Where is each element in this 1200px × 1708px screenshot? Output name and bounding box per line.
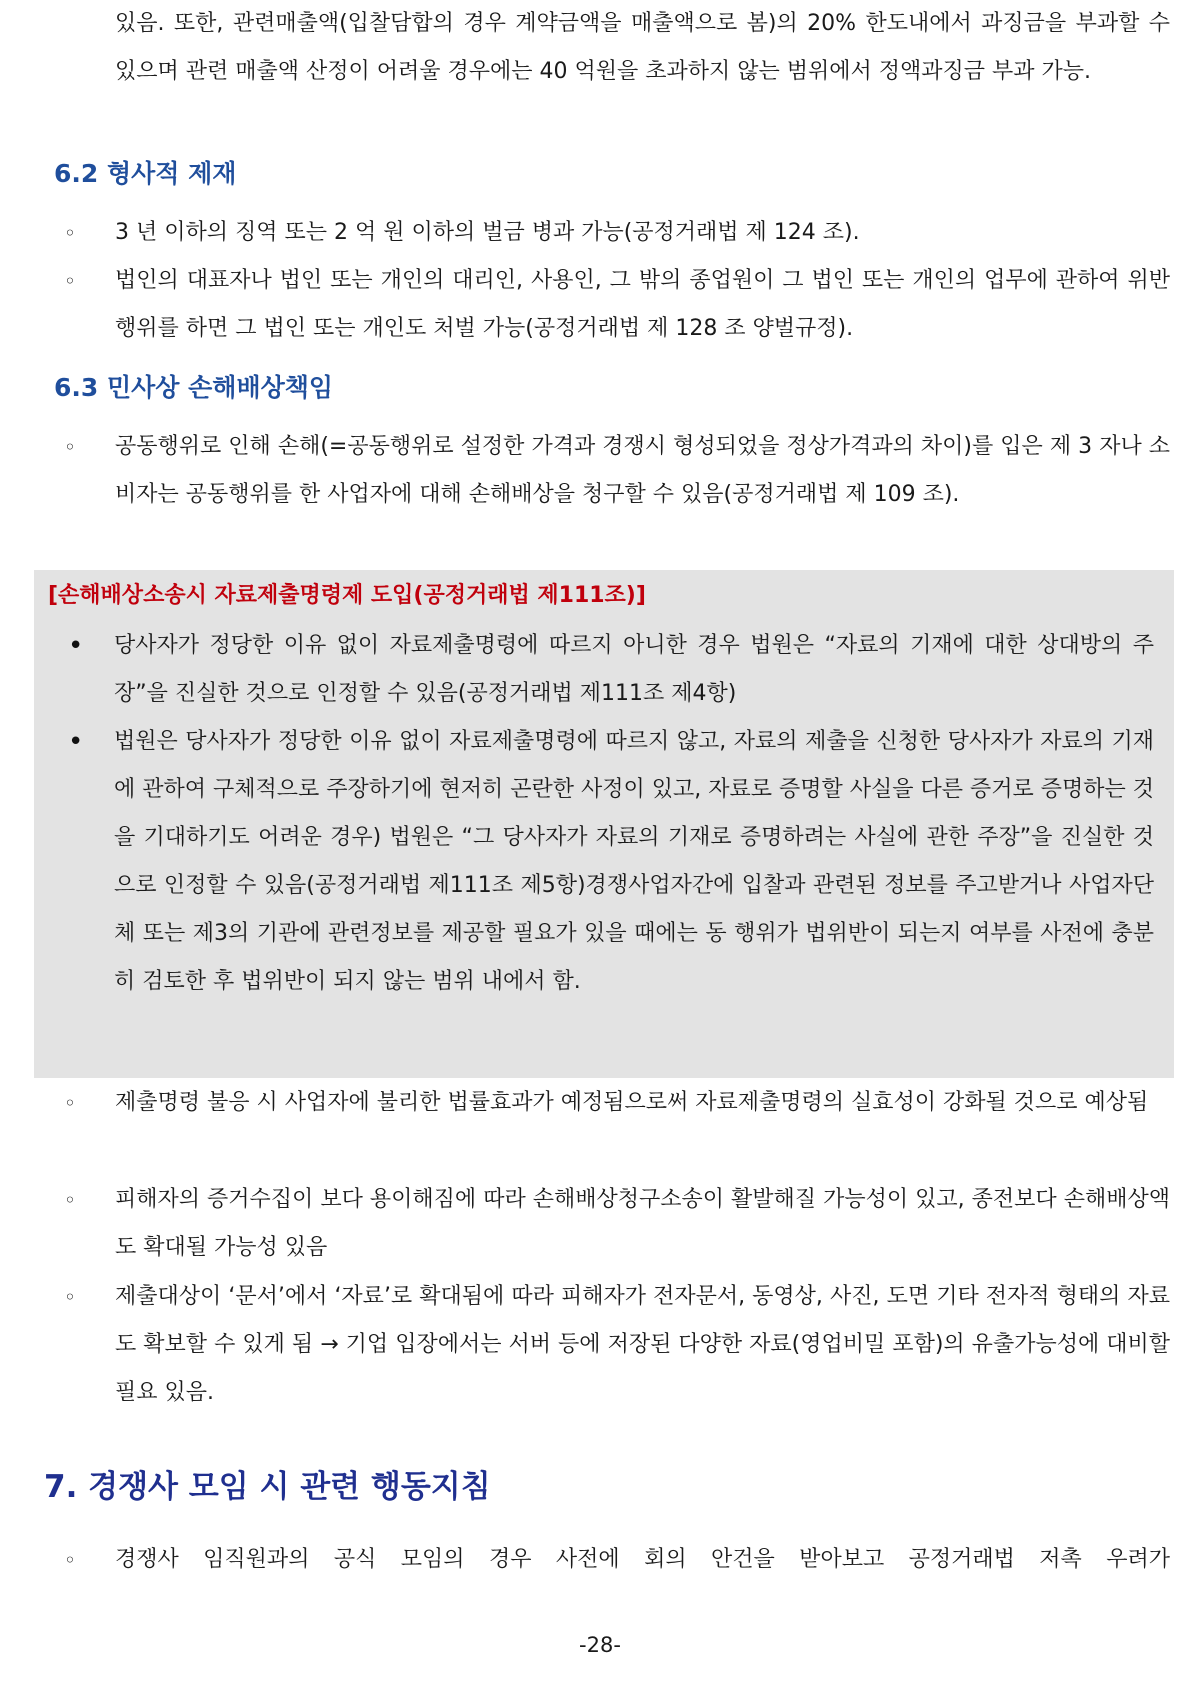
bullet-hollow: ◦	[64, 1548, 76, 1572]
section-6-2-heading: 6.2 형사적 제재	[54, 159, 237, 188]
intro-continuation-paragraph: 있음. 또한, 관련매출액(입찰담합의 경우 계약금액을 매출액으로 봄)의 20% 한도내에서 과징금을 부과할 수 있으며 관련 매출액 산정이 어려울 경우에는 40 억원을 초과하지 않는 범위에서 정액과징금 부과 가능.	[115, 11, 1170, 84]
notice-box-title: [손해배상소송시 자료제출명령제 도입(공정거래법 제111조)]	[48, 583, 646, 608]
section-7-heading: 7. 경쟁사 모임 시 관련 행동지침	[44, 1469, 491, 1505]
notice-box-item-2: 법원은 당사자가 정당한 이유 없이 자료제출명령에 따르지 않고, 자료의 제출을 신청한 당사자가 자료의 기재에 관하여 구체적으로 주장하기에 현저히 곤란한 사정이 있고, 자료로 증명할 사실을 다른 증거로 증명하는 것을 기대하기도 어려운 경우) 법원은 “그 당사자가 자료의 기재로 증명하려는 사실에 관한 주장”을 진실한 것으로 인정할 수 있음(공정거래법 제111조 제5항)경쟁사업자간에 입찰과 관련된 정보를 주고받거나 사업자단체 또는 제3의 기관에 관련정보를 제공할 필요가 있을 때에는 동 행위가 법위반이 되는지 여부를 사전에 충분히 검토한 후 법위반이 되지 않는 범위 내에서 함.	[114, 729, 1154, 994]
after-box-bullet-2: 피해자의 증거수집이 보다 용이해짐에 따라 손해배상청구소송이 활발해질 가능성이 있고, 종전보다 손해배상액도 확대될 가능성 있음	[115, 1187, 1170, 1260]
bullet-solid: •	[68, 727, 84, 757]
notice-box-item-1: 당사자가 정당한 이유 없이 자료제출명령에 따르지 아니한 경우 법원은 “자료의 기재에 대한 상대방의 주장”을 진실한 것으로 인정할 수 있음(공정거래법 제111조 제4항)	[114, 633, 1154, 706]
section-6-3-heading: 6.3 민사상 손해배상책임	[54, 373, 334, 402]
section-6-3-bullet-1: 공동행위로 인해 손해(=공동행위로 설정한 가격과 경쟁시 형성되었을 정상가격과의 차이)를 입은 제 3 자나 소비자는 공동행위를 한 사업자에 대해 손해배상을 청구할 수 있음(공정거래법 제 109 조).	[115, 434, 1170, 507]
bullet-hollow: ◦	[64, 435, 76, 459]
bullet-hollow: ◦	[64, 221, 76, 245]
bullet-solid: •	[68, 631, 84, 661]
section-6-2-bullet-2: 법인의 대표자나 법인 또는 개인의 대리인, 사용인, 그 밖의 종업원이 그 법인 또는 개인의 업무에 관하여 위반행위를 하면 그 법인 또는 개인도 처벌 가능(공정거래법 제 128 조 양벌규정).	[115, 268, 1170, 341]
section-6-2-bullet-1: 3 년 이하의 징역 또는 2 억 원 이하의 벌금 병과 가능(공정거래법 제 124 조).	[115, 220, 860, 245]
bullet-hollow: ◦	[64, 269, 76, 293]
bullet-hollow: ◦	[64, 1091, 76, 1115]
section-7-bullet-1: 경쟁사 임직원과의 공식 모임의 경우 사전에 회의 안건을 받아보고 공정거래법 저촉 우려가	[115, 1547, 1170, 1572]
notice-box	[34, 570, 1174, 1078]
after-box-bullet-1: 제출명령 불응 시 사업자에 불리한 법률효과가 예정됨으로써 자료제출명령의 실효성이 강화될 것으로 예상됨	[115, 1090, 1149, 1115]
after-box-bullet-3: 제출대상이 ‘문서’에서 ‘자료’로 확대됨에 따라 피해자가 전자문서, 동영상, 사진, 도면 기타 전자적 형태의 자료도 확보할 수 있게 됨 → 기업 입장에서는 서버 등에 저장된 다양한 자료(영업비밀 포함)의 유출가능성에 대비할 필요 있음.	[115, 1284, 1170, 1405]
bullet-hollow: ◦	[64, 1188, 76, 1212]
bullet-hollow: ◦	[64, 1285, 76, 1309]
page-number: -28-	[579, 1633, 621, 1657]
